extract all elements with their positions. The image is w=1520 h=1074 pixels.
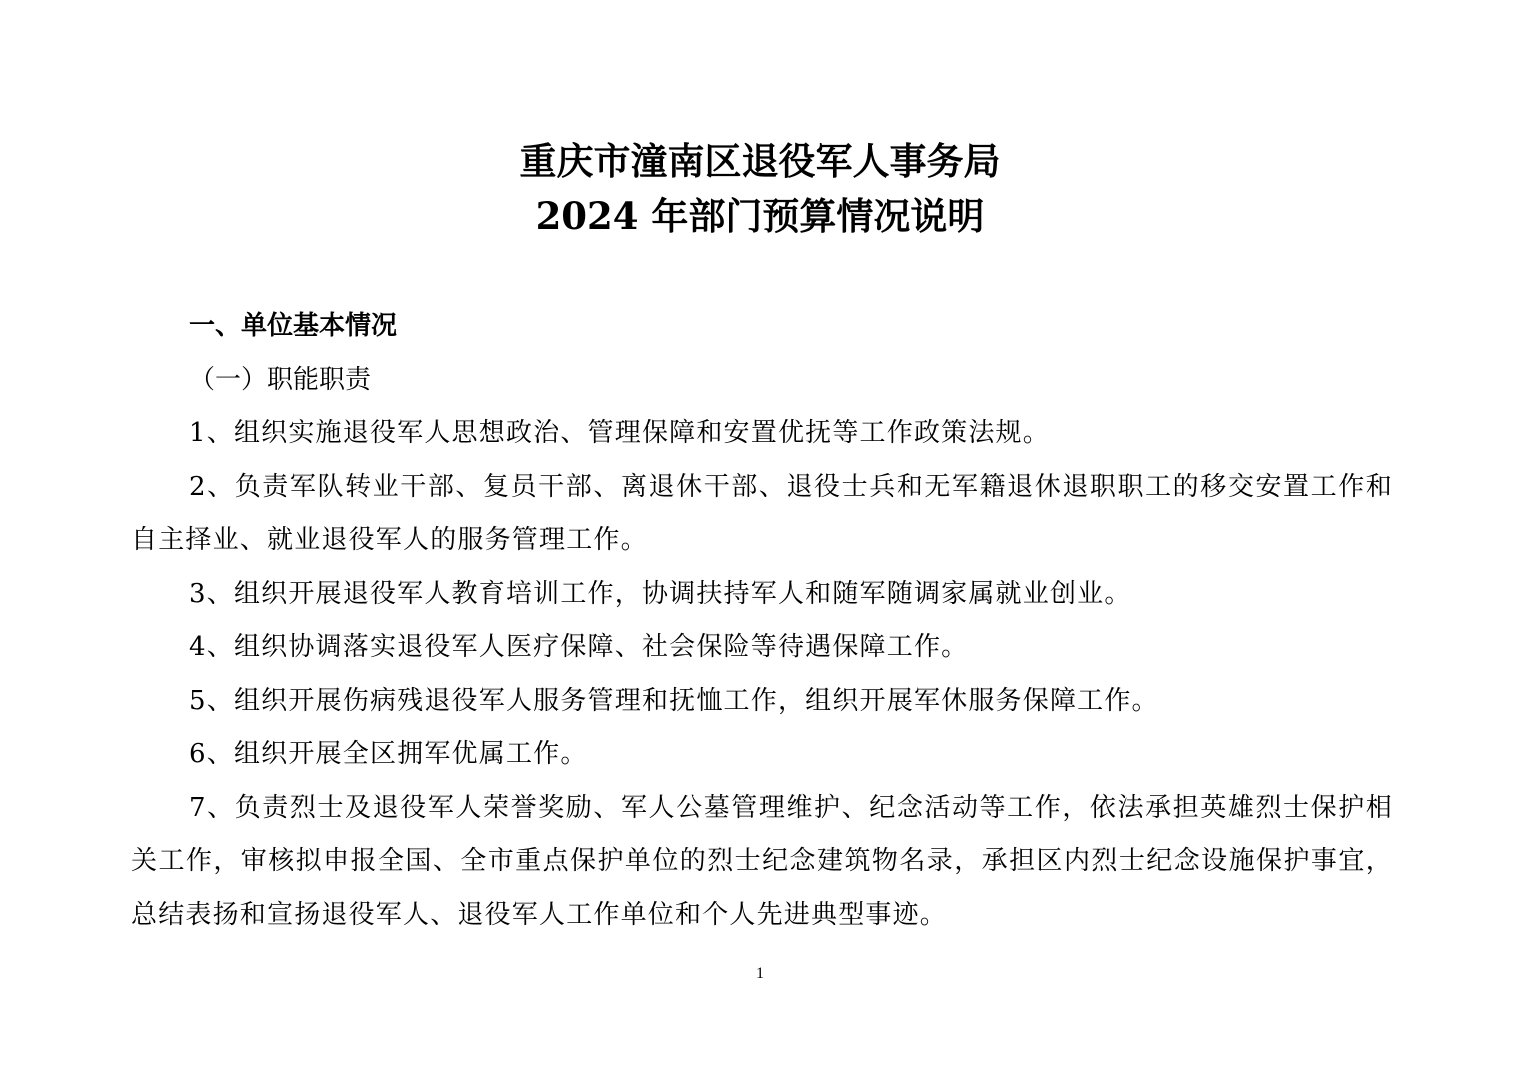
paragraph-3: 3、组织开展退役军人教育培训工作，协调扶持军人和随军随调家属就业创业。 <box>189 578 1132 609</box>
document-title <box>0 134 1520 244</box>
title-line-1: 重庆市潼南区退役军人事务局 <box>519 139 1001 183</box>
page-number: 1 <box>756 965 764 982</box>
section-heading: 一、单位基本情况 <box>189 311 398 341</box>
paragraph-7: 7、负责烈士及退役军人荣誉奖励、军人公墓管理维护、纪念活动等工作，依法承担英雄烈士保护相关工作，审核拟申报全国、全市重点保护单位的烈士纪念建筑物名录，承担区内烈士纪念设施保护事宜，总结表扬和宣扬退役军人、退役军人工作单位和个人先进典型事迹。 <box>131 792 1393 930</box>
paragraph-1: 1、组织实施退役军人思想政治、管理保障和安置优抚等工作政策法规。 <box>189 418 1050 448</box>
title-line-2: 2024 年部门预算情况说明 <box>535 194 985 238</box>
paragraph-5: 5、组织开展伤病残退役军人服务管理和抚恤工作，组织开展军休服务保障工作。 <box>189 685 1159 716</box>
paragraph-6: 6、组织开展全区拥军优属工作。 <box>189 739 588 769</box>
document-body <box>131 300 1393 942</box>
paragraph-2: 2、负责军队转业干部、复员干部、离退休干部、退役士兵和无军籍退休退职职工的移交安置工作和自主择业、就业退役军人的服务管理工作。 <box>131 471 1393 555</box>
paragraph-4: 4、组织协调落实退役军人医疗保障、社会保险等待遇保障工作。 <box>189 632 969 662</box>
subsection-heading: （一）职能职责 <box>189 364 372 395</box>
